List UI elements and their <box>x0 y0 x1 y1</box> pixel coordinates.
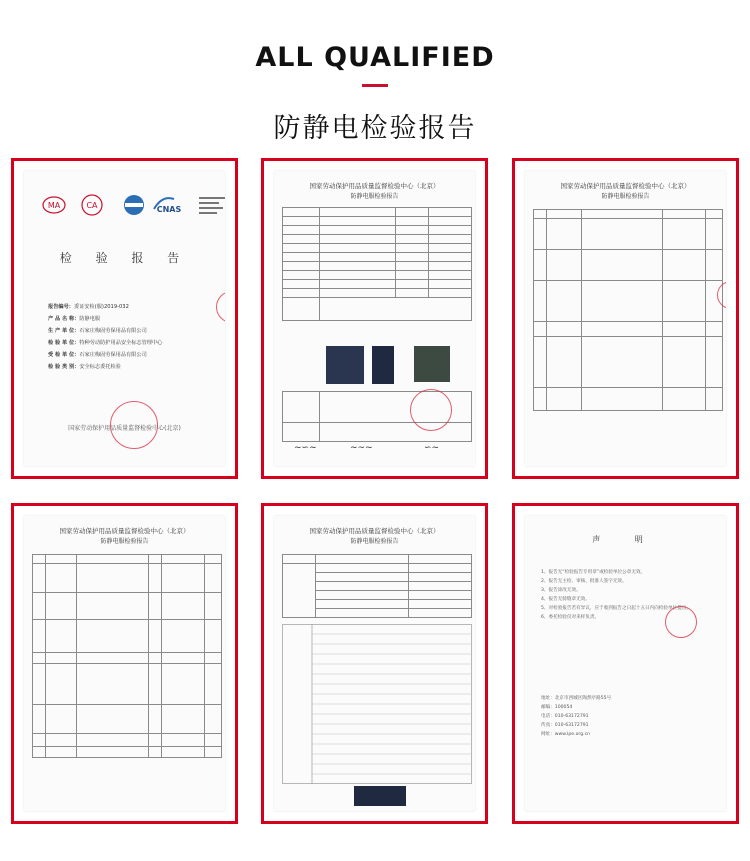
signature-reviewer: ~∼~ <box>350 443 373 453</box>
declaration-line: 1、报告无“检验报告专用章”或检验单位公章无效。 <box>541 570 646 575</box>
product-info-table <box>282 207 472 321</box>
declaration-line: 3、报告涂改无效。 <box>541 588 581 593</box>
report-org: 国家劳动保护用品质量监督检验中心（北京） <box>309 182 440 190</box>
report-card-product[interactable] <box>261 158 488 479</box>
results-table-1 <box>533 209 723 411</box>
svg-text:CNAS: CNAS <box>156 205 182 214</box>
header-title-en: ALL QUALIFIED <box>255 42 495 73</box>
declaration-seal <box>665 606 697 638</box>
report-org: 国家劳动保护用品质量监督检验中心（北京） <box>309 527 440 535</box>
fabric-sample-photo <box>354 786 406 806</box>
declaration-line: 5、对检验报告若有异议，应于收到报告之日起十五日内向检验单位提出。 <box>541 606 691 611</box>
address-line: 网址：www.lpe.org.cn <box>541 732 591 737</box>
header-title-zh: 防静电检验报告 <box>273 113 477 144</box>
report-subtitle: 防静电服检验报告 <box>350 538 399 545</box>
report-subtitle: 防静电服检验报告 <box>601 193 650 200</box>
declaration-title: 声 明 <box>592 535 659 544</box>
address-line: 地址：北京市西城区陶然亭路55号 <box>541 696 612 701</box>
declaration-line: 6、委托检验仅对来样负责。 <box>541 615 600 620</box>
garment-trousers-photo <box>372 346 394 384</box>
cover-field: 检 验 类 别：安全标志委托检验 <box>48 364 121 370</box>
cover-field: 产 品 名 称：防静电服 <box>48 316 101 322</box>
cover-fields <box>48 301 162 373</box>
cover-footer: 国家劳动保护用品质量监督检验中心(北京) <box>68 425 181 432</box>
report-card-attachment[interactable] <box>261 503 488 824</box>
signature-tester: ∽~ <box>424 443 440 453</box>
attachment-table <box>282 554 472 618</box>
report-product-page <box>274 171 475 466</box>
svg-text:MA: MA <box>47 201 61 210</box>
report-cover-page <box>24 171 225 466</box>
report-card-results-1[interactable] <box>512 158 739 479</box>
report-declaration-page <box>525 516 726 811</box>
cover-field: 受 检 单 位：石家庄梅固劳保用品有限公司 <box>48 352 147 358</box>
declaration-address <box>541 694 611 739</box>
address-line: 邮编：100054 <box>541 705 573 710</box>
cover-field: 报告编号：委证安检(服)2019-032 <box>48 304 129 310</box>
report-subtitle: 防静电服检验报告 <box>100 538 149 545</box>
results-table-2 <box>32 554 222 758</box>
report-results-page-1 <box>525 171 726 466</box>
declaration-line: 2、报告无主检、审核、批准人签字无效。 <box>541 579 627 584</box>
header-divider <box>362 84 388 87</box>
svg-text:CA: CA <box>86 201 98 210</box>
cnas-logo-icon <box>152 193 186 217</box>
edge-seal <box>216 291 225 323</box>
address-line: 电话：010-63172791 <box>541 714 589 719</box>
blank-ruled-area <box>282 624 472 784</box>
report-subtitle: 防静电服检验报告 <box>350 193 399 200</box>
declaration-line: 4、报告无骑缝章无效。 <box>541 597 590 602</box>
signature-approver: ~∽~ <box>294 443 317 453</box>
report-results-page-2 <box>24 516 225 811</box>
report-org: 国家劳动保护用品质量监督检验中心（北京） <box>59 527 190 535</box>
testing-mark-icon <box>198 193 225 217</box>
safety-label-photo <box>414 346 450 382</box>
certification-logos <box>42 193 222 223</box>
report-card-cover[interactable] <box>11 158 238 479</box>
ilac-logo-icon <box>122 193 146 217</box>
report-card-declaration[interactable] <box>512 503 739 824</box>
cover-title: 检 验 报 告 <box>59 251 190 265</box>
report-seal <box>410 389 452 431</box>
cover-field: 检 验 单 位：特种劳动防护用品安全标志管理中心 <box>48 340 163 346</box>
cma-logo-icon <box>42 193 66 217</box>
garment-jacket-photo <box>326 346 364 384</box>
report-attachment-page <box>274 516 475 811</box>
address-line: 传真：010-63172791 <box>541 723 589 728</box>
cover-field: 生 产 单 位：石家庄梅固劳保用品有限公司 <box>48 328 147 334</box>
cal-logo-icon <box>80 193 104 217</box>
report-card-results-2[interactable] <box>11 503 238 824</box>
report-org: 国家劳动保护用品质量监督检验中心（北京） <box>560 182 691 190</box>
